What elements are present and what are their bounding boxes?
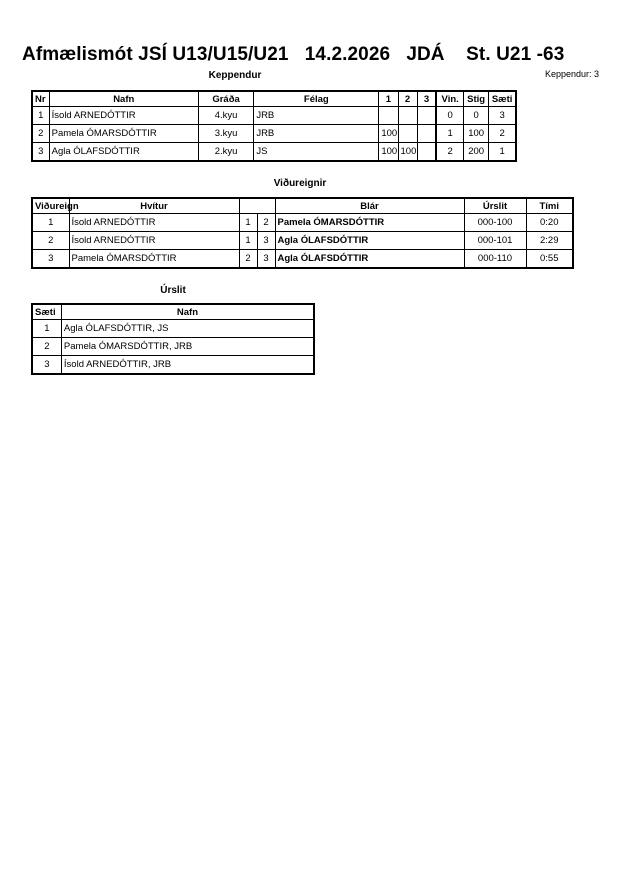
cell-points: 100 — [464, 125, 489, 143]
table-row — [32, 232, 573, 250]
cell-club: JRB — [254, 107, 379, 125]
col-header-match: Viðureign — [32, 198, 69, 214]
cell-wins: 0 — [436, 107, 463, 125]
cell-wins: 1 — [436, 125, 463, 143]
cell-place: 1 — [32, 320, 61, 338]
competitors-table — [31, 90, 517, 162]
competitor-count: Keppendur: 3 — [544, 69, 599, 79]
col-header-club: Félag — [254, 91, 379, 107]
cell-place: 2 — [489, 125, 516, 143]
cell-club: JS — [254, 143, 379, 162]
cell-points: 0 — [464, 107, 489, 125]
cell-r3 — [417, 143, 436, 162]
table-row — [32, 125, 516, 143]
cell-club: JRB — [254, 125, 379, 143]
cell-place: 3 — [489, 107, 516, 125]
results-table — [31, 303, 315, 375]
cell-nr: 3 — [32, 143, 49, 162]
col-header-white: Hvítur — [69, 198, 239, 214]
table-row — [32, 356, 314, 375]
cell-name: Ísold ARNEDÓTTIR, JRB — [61, 356, 314, 375]
cell-place: 2 — [32, 338, 61, 356]
cell-time: 2:29 — [526, 232, 573, 250]
table-header-row — [32, 304, 314, 320]
table-row — [32, 338, 314, 356]
cell-blue-name: Agla ÓLAFSDÓTTIR — [275, 250, 464, 269]
col-header-wins: Vin. — [436, 91, 463, 107]
results-heading: Úrslit — [160, 285, 186, 296]
cell-r2 — [398, 125, 417, 143]
weight-category: St. U21 -63 — [466, 44, 565, 65]
table-row — [32, 143, 516, 162]
col-header-blue: Blár — [275, 198, 464, 214]
col-header-points: Stig — [464, 91, 489, 107]
col-header-r3: 3 — [417, 91, 436, 107]
col-header-result: Úrslit — [464, 198, 526, 214]
cell-nr: 2 — [32, 125, 49, 143]
matches-heading: Viðureignir — [273, 178, 327, 189]
cell-white-name: Ísold ARNEDÓTTIR — [69, 232, 239, 250]
cell-r3 — [417, 125, 436, 143]
cell-time: 0:55 — [526, 250, 573, 269]
cell-grade: 2.kyu — [198, 143, 253, 162]
cell-blue-name: Agla ÓLAFSDÓTTIR — [275, 232, 464, 250]
cell-white-num: 1 — [239, 214, 257, 232]
col-header-r2: 2 — [398, 91, 417, 107]
col-header-place: Sæti — [32, 304, 61, 320]
table-row — [32, 250, 573, 269]
cell-blue-name: Pamela ÓMARSDÓTTIR — [275, 214, 464, 232]
cell-points: 200 — [464, 143, 489, 162]
page-title — [22, 44, 564, 66]
col-header-blue-num — [257, 198, 275, 214]
col-header-place: Sæti — [489, 91, 516, 107]
cell-r2: 100 — [398, 143, 417, 162]
cell-name: Pamela ÓMARSDÓTTIR — [49, 125, 198, 143]
col-header-name: Nafn — [49, 91, 198, 107]
col-header-time: Tími — [526, 198, 573, 214]
col-header-nr: Nr — [32, 91, 49, 107]
cell-r2 — [398, 107, 417, 125]
event-name: Afmælismót JSÍ U13/U15/U21 — [22, 44, 289, 65]
table-header-row — [32, 91, 516, 107]
col-header-grade: Gráða — [198, 91, 253, 107]
col-header-white-num — [239, 198, 257, 214]
cell-blue-num: 2 — [257, 214, 275, 232]
event-venue: JDÁ — [406, 44, 445, 65]
cell-grade: 3.kyu — [198, 125, 253, 143]
cell-match-no: 2 — [32, 232, 69, 250]
cell-white-name: Pamela ÓMARSDÓTTIR — [69, 250, 239, 269]
cell-white-name: Ísold ARNEDÓTTIR — [69, 214, 239, 232]
matches-table — [31, 197, 574, 269]
cell-name: Pamela ÓMARSDÓTTIR, JRB — [61, 338, 314, 356]
cell-result: 000-110 — [464, 250, 526, 269]
cell-grade: 4.kyu — [198, 107, 253, 125]
cell-place: 3 — [32, 356, 61, 375]
event-date: 14.2.2026 — [304, 44, 391, 65]
table-header-row — [32, 198, 573, 214]
cell-blue-num: 3 — [257, 232, 275, 250]
cell-white-num: 2 — [239, 250, 257, 269]
cell-result: 000-101 — [464, 232, 526, 250]
cell-name: Agla ÓLAFSDÓTTIR, JS — [61, 320, 314, 338]
cell-wins: 2 — [436, 143, 463, 162]
cell-r3 — [417, 107, 436, 125]
table-row — [32, 320, 314, 338]
table-row — [32, 214, 573, 232]
cell-name: Agla ÓLAFSDÓTTIR — [49, 143, 198, 162]
cell-nr: 1 — [32, 107, 49, 125]
cell-match-no: 3 — [32, 250, 69, 269]
cell-r1: 100 — [379, 125, 398, 143]
competitors-heading: Keppendur — [208, 70, 262, 81]
cell-match-no: 1 — [32, 214, 69, 232]
cell-time: 0:20 — [526, 214, 573, 232]
cell-place: 1 — [489, 143, 516, 162]
table-row — [32, 107, 516, 125]
cell-blue-num: 3 — [257, 250, 275, 269]
cell-r1: 100 — [379, 143, 398, 162]
col-header-name: Nafn — [61, 304, 314, 320]
cell-white-num: 1 — [239, 232, 257, 250]
col-header-r1: 1 — [379, 91, 398, 107]
cell-r1 — [379, 107, 398, 125]
cell-result: 000-100 — [464, 214, 526, 232]
cell-name: Ísold ARNEDÓTTIR — [49, 107, 198, 125]
